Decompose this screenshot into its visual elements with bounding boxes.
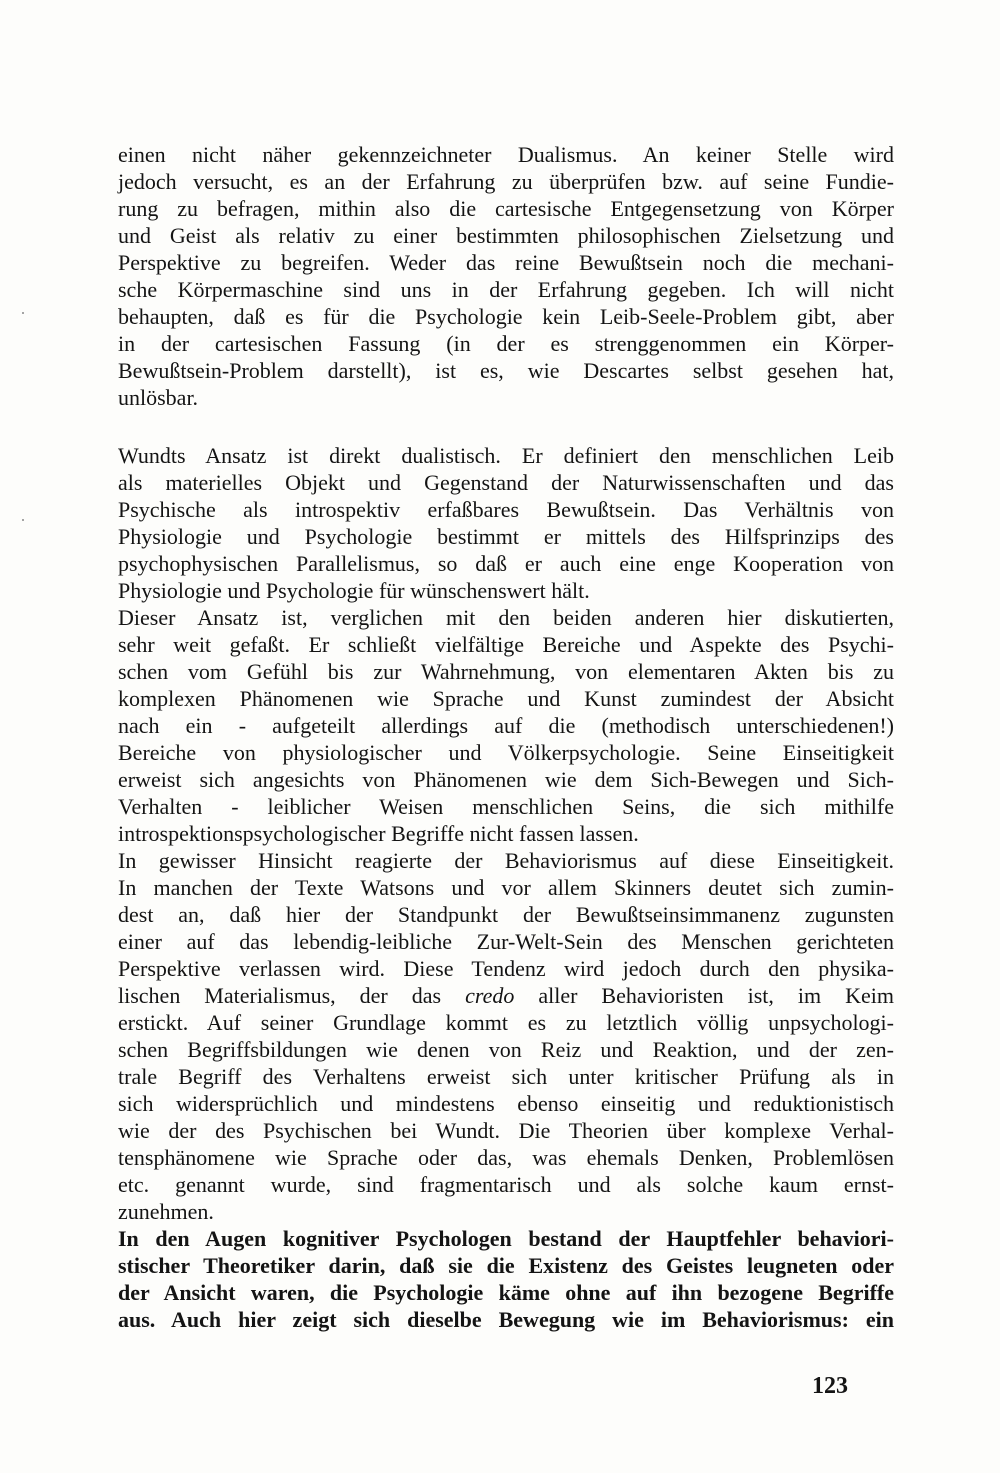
text-line: Psychische als introspektiv erfaßbares Bewußtsein. Das Verhältnis von xyxy=(118,497,894,522)
scan-speck xyxy=(22,519,24,521)
text-line: trale Begriff des Verhaltens erweist sich unter kritischer Prüfung als in xyxy=(118,1064,894,1089)
paragraph-cognitive xyxy=(118,1225,894,1333)
text-line: stischer Theoretiker darin, daß sie die Existenz des Geistes leugneten oder xyxy=(118,1253,894,1278)
text-line: aus. Auch hier zeigt sich dieselbe Bewegung wie im Behaviorismus: ein xyxy=(118,1307,894,1332)
page-number: 123 xyxy=(812,1373,848,1399)
text-line: Physiologie und Psychologie bestimmt er mittels des Hilfsprinzips des xyxy=(118,524,894,549)
text-line: Bewußtsein-Problem darstellt), ist es, wie Descartes selbst gesehen hat, xyxy=(118,358,894,383)
text-line: tensphänomene wie Sprache oder das, was ehemals Denken, Problemlösen xyxy=(118,1145,894,1170)
text-line: Dieser Ansatz ist, verglichen mit den beiden anderen hier diskutierten, xyxy=(118,605,894,630)
text-line: Physiologie und Psychologie für wünschenswert hält. xyxy=(118,578,590,603)
text-line: unlösbar. xyxy=(118,385,199,410)
text-line: zunehmen. xyxy=(118,1199,214,1224)
text-line: in der cartesischen Fassung (in der es strenggenommen ein Körper- xyxy=(118,331,894,356)
text-line: einen nicht näher gekennzeichneter Dualismus. An keiner Stelle wird xyxy=(118,142,894,167)
text-line: Verhalten - leiblicher Weisen menschlichen Seins, die sich mithilfe xyxy=(118,794,894,819)
text-line: nach ein - aufgeteilt allerdings auf die (methodisch unterschiedenen!) xyxy=(118,713,894,738)
text-line: behaupten, daß es für die Psychologie kein Leib-Seele-Problem gibt, aber xyxy=(118,304,894,329)
text-line: sich widersprüchlich und mindestens ebenso einseitig und reduktionistisch xyxy=(118,1091,894,1116)
text-line: sche Körpermaschine sind uns in der Erfahrung gegeben. Ich will nicht xyxy=(118,277,894,302)
text-line: und Geist als relativ zu einer bestimmten philosophischen Zielsetzung und xyxy=(118,223,894,248)
text-line: In manchen der Texte Watsons und vor allem Skinners deutet sich zumin- xyxy=(118,875,894,900)
text-line: erstickt. Auf seiner Grundlage kommt es zu letztlich völlig unpsychologi- xyxy=(118,1010,894,1035)
text-line: schen Begriffsbildungen wie denen von Reiz und Reaktion, und der zen- xyxy=(118,1037,894,1062)
text-line: komplexen Phänomenen wie Sprache und Kunst zumindest der Absicht xyxy=(118,686,894,711)
text-line: als materielles Objekt und Gegenstand der Naturwissenschaften und das xyxy=(118,470,894,495)
scan-speck xyxy=(22,312,24,314)
text-line: erweist sich angesichts von Phänomenen wie dem Sich-Bewegen und Sich- xyxy=(118,767,894,792)
text-line: introspektionspsychologischer Begriffe nicht fassen lassen. xyxy=(118,821,639,846)
text-line: der Ansicht waren, die Psychologie käme ohne auf ihn bezogene Begriffe xyxy=(118,1280,894,1305)
text-line: In gewisser Hinsicht reagierte der Behaviorismus auf diese Einseitigkeit. xyxy=(118,848,894,873)
paragraph-ansatz xyxy=(118,604,894,847)
text-line: einer auf das lebendig-leibliche Zur-Welt-Sein des Menschen gerichteten xyxy=(118,929,894,954)
text-line: jedoch versucht, es an der Erfahrung zu überprüfen bzw. auf seine Fundie- xyxy=(118,169,894,194)
paragraph-behaviorism xyxy=(118,847,894,1225)
text-line: Perspektive zu begreifen. Weder das reine Bewußtsein noch die mechani- xyxy=(118,250,894,275)
emphasis-credo: credo xyxy=(465,983,515,1008)
text-line: Wundts Ansatz ist direkt dualistisch. Er definiert den menschlichen Leib xyxy=(118,443,894,468)
body-text xyxy=(118,442,894,1333)
text-line: rung zu befragen, mithin also die cartesische Entgegensetzung von Körper xyxy=(118,196,894,221)
paragraph-wundt xyxy=(118,442,894,604)
text-line-credo: lischen Materialismus, der das credo aller Behavioristen ist, im Keim xyxy=(118,983,894,1008)
text-line: schen vom Gefühl bis zur Wahrnehmung, von elementaren Akten bis zu xyxy=(118,659,894,684)
text-line: wie der des Psychischen bei Wundt. Die Theorien über komplexe Verhal- xyxy=(118,1118,894,1143)
text-line: sehr weit gefaßt. Er schließt vielfältige Bereiche und Aspekte des Psychi- xyxy=(118,632,894,657)
text-line: dest an, daß hier der Standpunkt der Bewußtseinsimmanenz zugunsten xyxy=(118,902,894,927)
text-line: In den Augen kognitiver Psychologen bestand der Hauptfehler behaviori- xyxy=(118,1226,894,1251)
text-line: etc. genannt wurde, sind fragmentarisch und als solche kaum ernst- xyxy=(118,1172,894,1197)
text-line: Perspektive verlassen wird. Diese Tendenz wird jedoch durch den physika- xyxy=(118,956,894,981)
text-line: psychophysischen Parallelismus, so daß er auch eine enge Kooperation von xyxy=(118,551,894,576)
paragraph-dualism xyxy=(118,141,894,411)
text-line: Bereiche von physiologischer und Völkerpsychologie. Seine Einseitigkeit xyxy=(118,740,894,765)
